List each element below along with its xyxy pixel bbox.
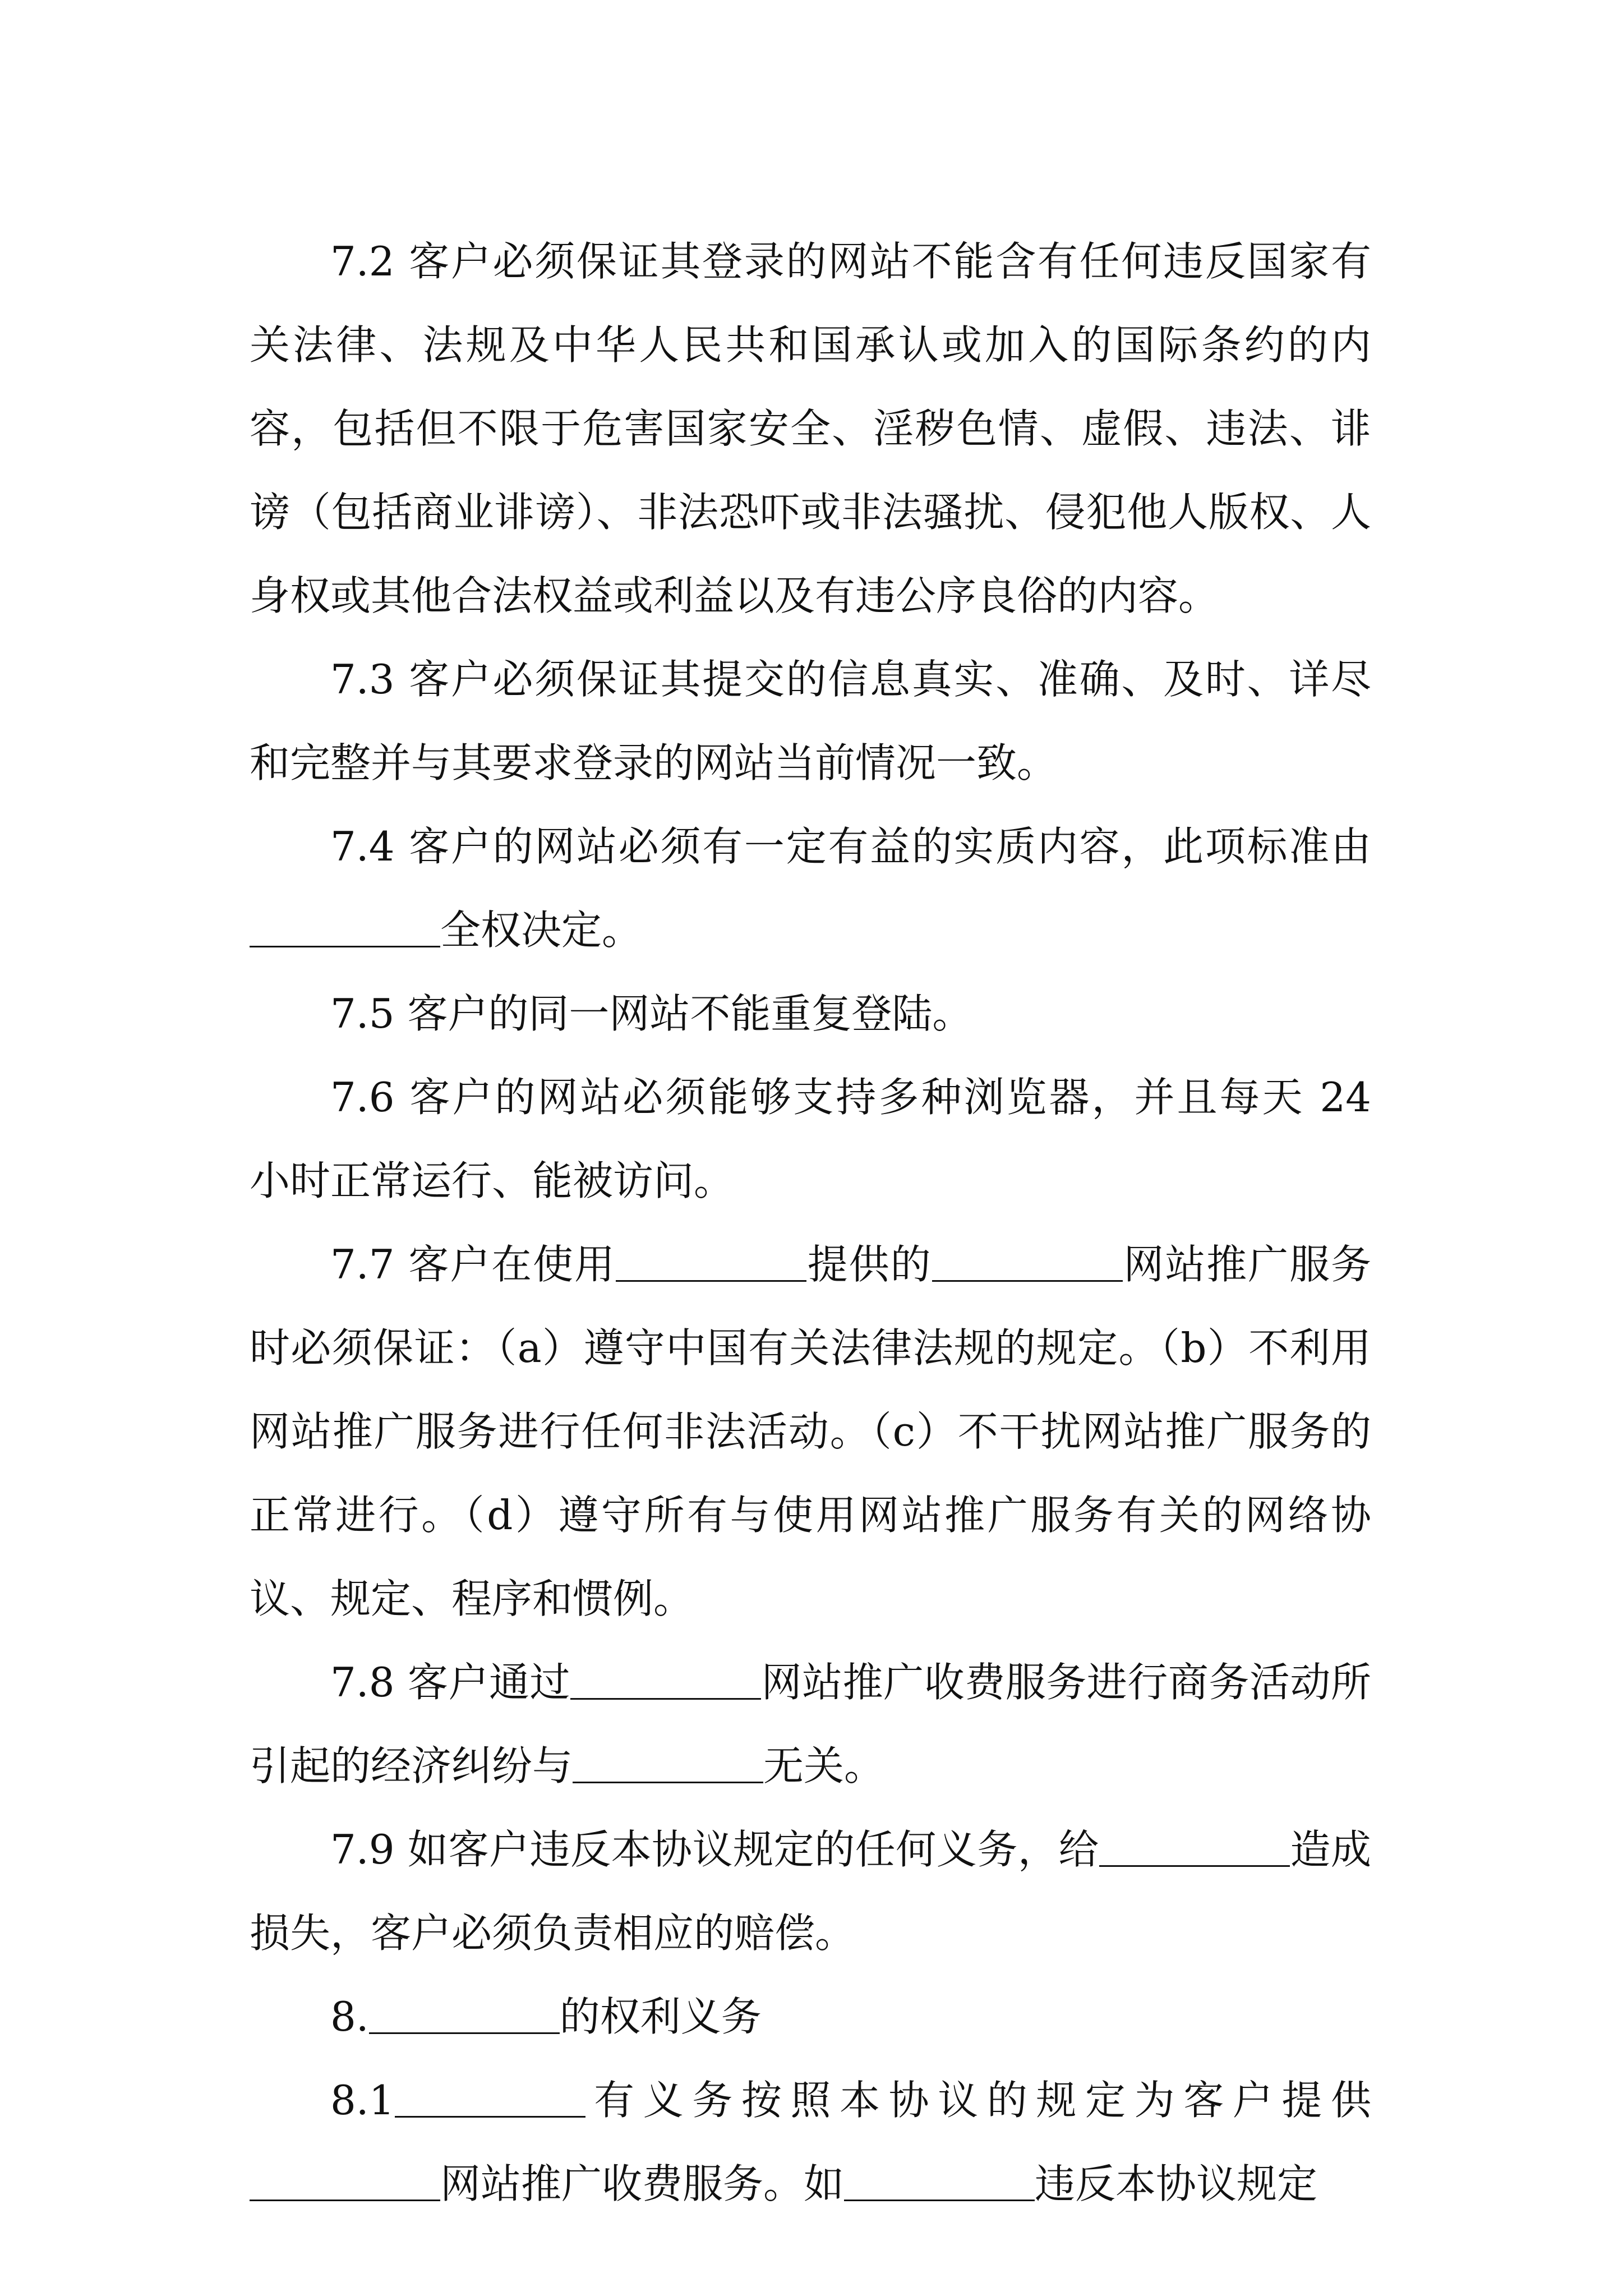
clause-7-9 xyxy=(250,1808,1371,1975)
clause-7-2 xyxy=(250,220,1371,638)
clause-7-2-text: 7.2 客户必须保证其登录的网站不能含有任何违反国家有关法律、法规及中华人民共和国承认或加入的国际条约的内容，包括但不限于危害国家安全、淫秽色情、虚假、违法、诽谤（包括商业诽谤）、非法恐吓或非法骚扰、侵犯他人版权、人身权或其他合法权益或利益以及有违公序良俗的内容。 xyxy=(250,238,1371,619)
clause-7-4-text-end: 全权决定。 xyxy=(440,907,643,954)
fill-in-blank xyxy=(932,1240,1123,1282)
clause-7-3-text: 7.3 客户必须保证其提交的信息真实、准确、及时、详尽和完整并与其要求登录的网站当前情况一致。 xyxy=(250,656,1371,786)
fill-in-blank xyxy=(250,2159,440,2201)
clause-7-7-text-start: 7.7 客户在使用 xyxy=(330,1241,616,1288)
clause-7-8-text-middle: 网站推广收费服务进行商务活动所引起的经济纠纷与 xyxy=(250,1659,1371,1789)
clause-7-4 xyxy=(250,805,1371,972)
fill-in-blank xyxy=(573,1741,763,1783)
fill-in-blank xyxy=(395,2076,585,2118)
clause-7-8-text-end: 无关。 xyxy=(763,1742,885,1789)
clause-7-7-text-end: 网站推广服务时必须保证：（a）遵守中国有关法律法规的规定。（b）不利用网站推广服务进行任何非法活动。（c）不干扰网站推广服务的正常进行。（d）遵守所有与使用网站推广服务有关的网络协议、规定、程序和惯例。 xyxy=(250,1241,1371,1622)
clause-7-5 xyxy=(250,972,1371,1056)
clause-8-1-text-b: 网站推广收费服务。如 xyxy=(440,2160,845,2207)
section-8-heading xyxy=(250,1975,1371,2059)
clause-7-3 xyxy=(250,638,1371,805)
clause-7-8-text-start: 7.8 客户通过 xyxy=(330,1659,571,1706)
fill-in-blank xyxy=(1099,1825,1290,1867)
clause-7-9-text-end: 造成损失，客户必须负责相应的赔偿。 xyxy=(250,1826,1371,1957)
clause-7-9-text-start: 7.9 如客户违反本协议规定的任何义务，给 xyxy=(330,1826,1099,1873)
fill-in-blank xyxy=(250,905,440,947)
clause-7-8 xyxy=(250,1641,1371,1808)
clause-7-7-text-middle: 提供的 xyxy=(806,1241,932,1288)
section-8-title: 的权利义务 xyxy=(559,1993,762,2040)
clause-7-4-text-start: 7.4 客户的网站必须有一定有益的实质内容，此项标准由 xyxy=(330,823,1371,870)
clause-7-7 xyxy=(250,1223,1371,1641)
clause-7-6-text: 7.6 客户的网站必须能够支持多种浏览器，并且每天 24 小时正常运行、能被访问。 xyxy=(250,1074,1371,1204)
clause-8-1-text-a: 有义务按照本协议的规定为客户提供 xyxy=(585,2077,1371,2124)
clause-7-6 xyxy=(250,1056,1371,1223)
section-8-number: 8. xyxy=(330,1993,369,2040)
fill-in-blank xyxy=(369,1992,560,2034)
clause-8-1-number: 8.1 xyxy=(330,2077,395,2124)
fill-in-blank xyxy=(570,1658,761,1700)
agreement-text xyxy=(250,220,1371,2226)
fill-in-blank xyxy=(844,2159,1035,2201)
fill-in-blank xyxy=(616,1240,806,1282)
clause-8-1-text-c: 违反本协议规定 xyxy=(1035,2160,1318,2207)
clause-7-5-text: 7.5 客户的同一网站不能重复登陆。 xyxy=(330,990,973,1037)
clause-8-1 xyxy=(250,2059,1371,2226)
